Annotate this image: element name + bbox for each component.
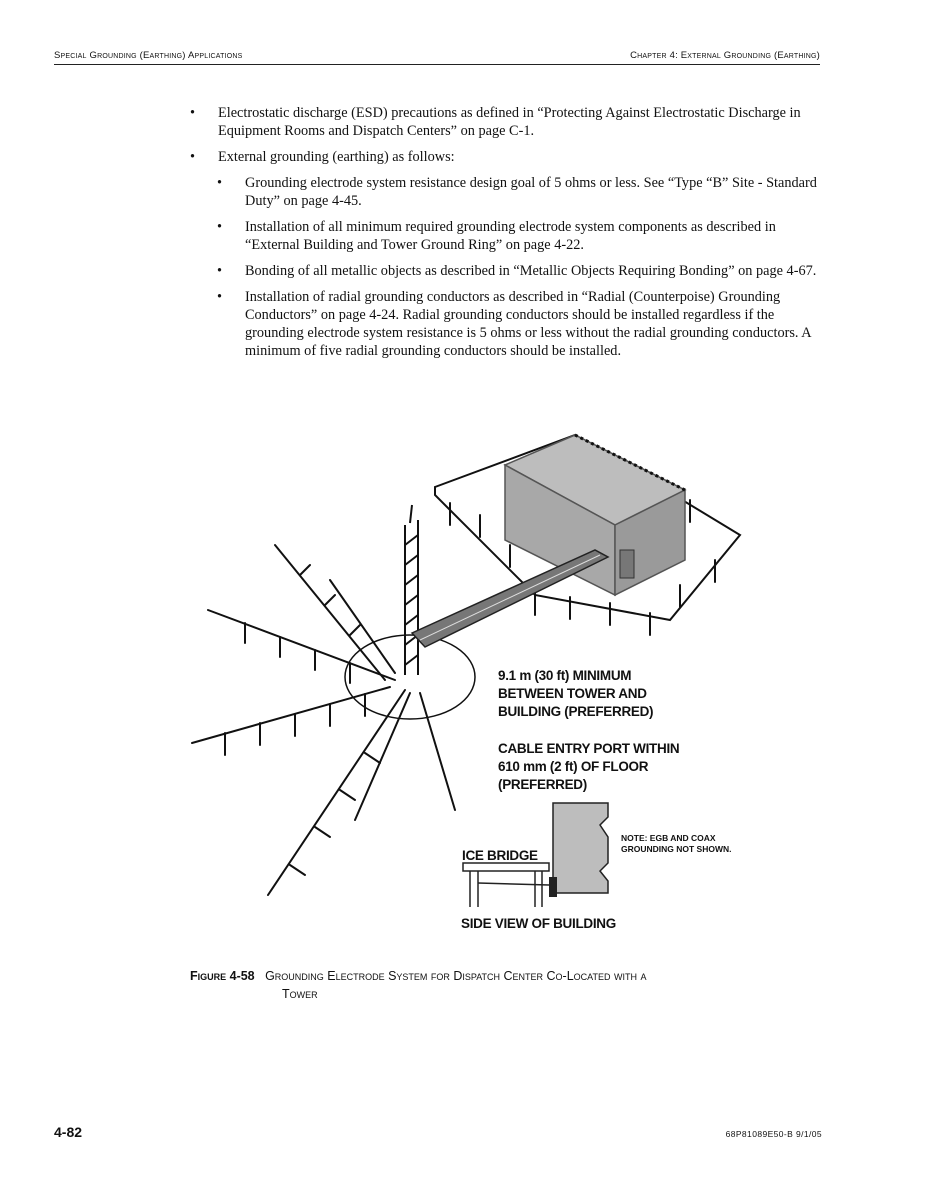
cable-port-label: [498, 740, 679, 794]
distance-label-line2: BETWEEN TOWER AND: [498, 686, 647, 701]
bullet-esd: • Electrostatic discharge (ESD) precautions as defined in “Protecting Against Electrostatic Discharge in Equipment Rooms and Dispatch Centers” on page C-1.: [190, 104, 822, 140]
sub-bullet-resistance: • Grounding electrode system resistance design goal of 5 ohms or less. See “Type “B” Site - Standard Duty” on page 4-45.: [217, 174, 822, 210]
figure-grounding-diagram: [180, 425, 760, 955]
header-section-title: Special Grounding (Earthing) Applications: [54, 50, 243, 61]
figure-title-line1: Grounding Electrode System for Dispatch Center Co-Located with a: [265, 969, 647, 983]
tower-icon: [405, 505, 418, 675]
side-view-label: SIDE VIEW OF BUILDING: [461, 916, 616, 931]
note-label-line1: NOTE: EGB AND COAX: [621, 833, 716, 843]
cable-port-label-line3: (PREFERRED): [498, 777, 587, 792]
cable-port-label-line2: 610 mm (2 ft) OF FLOOR: [498, 759, 649, 774]
figure-number: Figure 4-58: [190, 969, 255, 983]
distance-label-line1: 9.1 m (30 ft) MINIMUM: [498, 668, 632, 683]
page-number: 4-82: [54, 1124, 83, 1140]
figure-title-line2: Tower: [282, 987, 318, 1001]
distance-label: [498, 667, 653, 721]
body-text: [190, 104, 822, 368]
grounding-diagram-illustration: [180, 425, 760, 955]
building-icon: [505, 435, 685, 595]
note-label-line2: GROUNDING NOT SHOWN.: [621, 844, 732, 854]
tower-ground-ring: [345, 635, 475, 719]
distance-label-line3: BUILDING (PREFERRED): [498, 704, 654, 719]
bullet-external-grounding: • External grounding (earthing) as follows:: [190, 148, 822, 166]
sub-bullet-radials: • Installation of radial grounding conductors as described in “Radial (Counterpoise) Grounding Conductors” on page 4-24. Radial grounding conductors should be installed regardless if the grounding electrode system resistance is 5 ohms or less without the radial grounding conductors. A minimum of five radial grounding conductors should be installed.: [217, 288, 822, 360]
ice-bridge-label: ICE BRIDGE: [462, 848, 538, 863]
cable-port-label-line1: CABLE ENTRY PORT WITHIN: [498, 741, 680, 756]
header-chapter-title: Chapter 4: External Grounding (Earthing): [630, 50, 820, 61]
sub-bullet-bonding: • Bonding of all metallic objects as described in “Metallic Objects Requiring Bonding” on page 4-67.: [217, 262, 822, 280]
note-label: [621, 833, 732, 855]
document-id: 68P81089E50-B 9/1/05: [725, 1129, 822, 1139]
sub-bullet-components: • Installation of all minimum required grounding electrode system components as described in “External Building and Tower Ground Ring” on page 4-22.: [217, 218, 822, 254]
running-header: [54, 48, 820, 65]
figure-caption: [190, 967, 810, 1003]
